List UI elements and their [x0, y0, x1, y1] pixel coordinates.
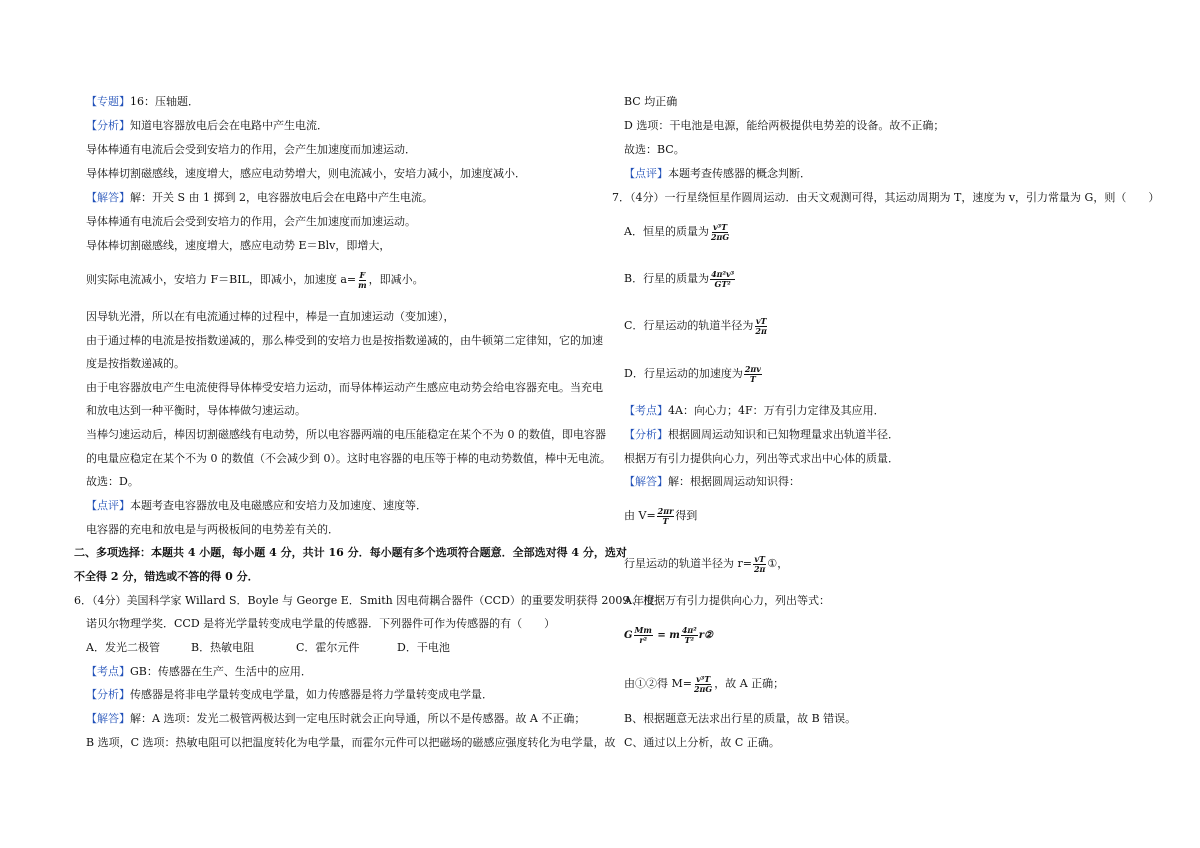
- math-symbol: = m: [653, 630, 680, 641]
- solution-line: [86, 191, 433, 205]
- solution-line: [86, 712, 585, 726]
- fraction-numerator: F: [359, 269, 366, 280]
- fraction-denominator: m: [358, 279, 367, 290]
- text-segment: 则实际电流减小，安培力 F＝BIL，即减小，加速度 a=: [86, 273, 357, 286]
- math-symbol: G: [624, 630, 633, 641]
- question-6-stem: 6．（4分）美国科学家 Willard S．Boyle 与 George E．Smith 因电荷耦合器件（CCD）的重要发明获得 2009 年度: [74, 594, 655, 607]
- option-c: C．霍尔元件: [296, 641, 360, 654]
- fraction-numerator: 4π²v³: [711, 268, 735, 279]
- fraction-denominator: 2πG: [710, 231, 730, 242]
- topic-line: [86, 95, 199, 109]
- analysis-line: [624, 428, 899, 442]
- analysis-line: [86, 119, 328, 133]
- text-line: BC 均正确: [624, 95, 678, 108]
- option-a: A．发光二极管: [86, 641, 160, 654]
- section-heading: 二、多项选择：本题共 4 小题，每小题 4 分，共计 16 分．每小题有多个选项符合题意．全部选对得 4 分，选对: [74, 546, 627, 559]
- option-d: [624, 364, 763, 384]
- fraction-denominator: T²: [684, 634, 695, 645]
- fraction-numerator: 4π²: [681, 624, 697, 635]
- option-b: [624, 269, 736, 289]
- equation-line: [624, 624, 713, 647]
- comment-tag: 【点评】: [624, 167, 668, 180]
- text-segment: 行星运动的轨道半径为 r=: [624, 557, 752, 570]
- fraction: [744, 365, 762, 384]
- analysis-tag: 【分析】: [86, 688, 130, 701]
- text-line: 根据万有引力提供向心力，列出等式求出中心体的质量．: [624, 452, 899, 465]
- solution-text: 解：A 选项：发光二极管两极达到一定电压时就会正向导通，所以不是传感器。故 A 不正确；: [130, 712, 586, 725]
- text-line: 导体棒切割磁感线，速度增大，感应电动势 E＝Blv，即增大，: [86, 239, 391, 252]
- fraction: [710, 270, 735, 289]
- text-line: A、根据万有引力提供向心力，列出等式：: [624, 594, 830, 607]
- text-line: 和放电达到一种平衡时，导体棒做匀速运动。: [86, 404, 306, 417]
- topic-text: 16：压轴题．: [130, 95, 199, 108]
- knowledge-point-tag: 【考点】: [86, 665, 130, 678]
- fraction-denominator: 2π: [755, 325, 767, 336]
- fraction-numerator: Mm: [634, 624, 652, 635]
- solution-line: [624, 475, 800, 489]
- fraction-numerator: 2πv: [744, 363, 761, 374]
- fraction: [710, 223, 730, 242]
- text-line: 因导轨光滑，所以在有电流通过棒的过程中，棒是一直加速运动（变加速），: [86, 310, 455, 323]
- fraction-numerator: 2πr: [657, 505, 674, 516]
- text-line: 由于电容器放电产生电流使得导体棒受安培力运动，而导体棒运动产生感应电动势会给电容器充电。当充电: [86, 381, 603, 394]
- text-line: D 选项：干电池是电源，能给两极提供电势差的设备。故不正确；: [624, 119, 945, 132]
- formula-line: [624, 554, 788, 574]
- fraction: [657, 507, 675, 526]
- fraction-denominator: GT²: [714, 278, 731, 289]
- text-line: 的电量应稳定在某个不为 0 的数值（不会减少到 0）。这时电容器的电压等于棒的电动势数值，棒中无电流。: [86, 452, 611, 465]
- comment-line: [86, 499, 427, 513]
- option-d: D．干电池: [397, 641, 450, 654]
- fraction: [693, 675, 713, 694]
- comment-tag: 【点评】: [86, 499, 130, 512]
- knowledge-point-text: GB：传感器在生产、生活中的应用．: [130, 665, 312, 678]
- analysis-tag: 【分析】: [86, 119, 130, 132]
- analysis-text: 传感器是将非电学量转变成电学量，如力传感器是将力学量转变成电学量．: [130, 688, 493, 701]
- analysis-line: [86, 688, 493, 702]
- fraction-denominator: 2πG: [693, 683, 713, 694]
- fraction-numerator: v³T: [696, 673, 711, 684]
- analysis-text: 根据圆周运动知识和已知物理量求出轨道半径．: [668, 428, 899, 441]
- fraction: [634, 626, 653, 645]
- option-text: D．行星运动的加速度为: [624, 367, 743, 380]
- math-symbol: r②: [698, 630, 713, 641]
- knowledge-point-tag: 【考点】: [624, 404, 668, 417]
- knowledge-point-line: [86, 665, 312, 679]
- answer-line: 故选：BC。: [624, 143, 685, 156]
- text-line: 电容器的充电和放电是与两极板间的电势差有关的．: [86, 523, 339, 536]
- knowledge-point-line: [624, 404, 885, 418]
- option-a: [624, 222, 731, 242]
- comment-line: [624, 167, 811, 181]
- answer-line: 故选：D。: [86, 475, 139, 488]
- knowledge-point-text: 4A：向心力；4F：万有引力定律及其应用．: [668, 404, 885, 417]
- question-7-stem: 7．（4分）一行星绕恒星作圆周运动．由天文观测可得，其运动周期为 T，速度为 v，引力常量为 G，则（ ）: [612, 191, 1160, 204]
- option-text: C．行星运动的轨道半径为: [624, 319, 754, 332]
- solution-tag: 【解答】: [86, 191, 130, 204]
- fraction-denominator: 2π: [753, 563, 766, 574]
- solution-text: 解：开关 S 由 1 掷到 2，电容器放电后会在电路中产生电流。: [130, 191, 434, 204]
- solution-tag: 【解答】: [624, 475, 668, 488]
- comment-text: 本题考查传感器的概念判断．: [668, 167, 811, 180]
- text-segment: 由①②得 M=: [624, 677, 692, 690]
- text-segment: ①，: [767, 557, 789, 570]
- text-line: 由于通过棒的电流是按指数递减的，那么棒受到的安培力也是按指数递减的，由牛顿第二定律知，它的加速: [86, 334, 603, 347]
- text-line: 导体棒通有电流后会受到安培力的作用，会产生加速度而加速运动。: [86, 215, 416, 228]
- topic-tag: 【专题】: [86, 95, 130, 108]
- text-line: B 选项，C 选项：热敏电阻可以把温度转化为电学量，而霍尔元件可以把磁场的磁感应强度转化为电学量，故: [86, 736, 616, 749]
- fraction: [681, 626, 698, 645]
- text-segment: 得到: [675, 509, 698, 522]
- solution-text: 解：根据圆周运动知识得：: [668, 475, 800, 488]
- question-6-stem-cont: 诺贝尔物理学奖．CCD 是将光学量转变成电学量的传感器．下列器件可作为传感器的有（ ）: [86, 617, 556, 630]
- text-segment: ，故 A 正确；: [714, 677, 785, 690]
- text-line: 导体棒通有电流后会受到安培力的作用，会产生加速度而加速运动．: [86, 143, 416, 156]
- fraction: [753, 555, 766, 574]
- fraction: [357, 271, 367, 290]
- analysis-tag: 【分析】: [624, 428, 668, 441]
- analysis-text: 知道电容器放电后会在电路中产生电流．: [130, 119, 328, 132]
- fraction-numerator: v³T: [713, 221, 728, 232]
- fraction: [754, 317, 767, 336]
- comment-text: 本题考查电容器放电及电磁感应和安培力及加速度、速度等．: [130, 499, 427, 512]
- option-b: B．热敏电阻: [191, 641, 255, 654]
- formula-line: [624, 506, 697, 526]
- option-text: A．恒星的质量为: [624, 225, 709, 238]
- text-segment: ，即减小。: [368, 273, 424, 286]
- fraction-denominator: T: [749, 373, 756, 384]
- fraction-numerator: vT: [755, 315, 767, 326]
- option-c: [624, 316, 769, 336]
- text-line: 当棒匀速运动后，棒因切割磁感线有电动势，所以电容器两端的电压能稳定在某个不为 0 的数值，即电容器: [86, 428, 606, 441]
- fraction-denominator: r²: [639, 634, 648, 645]
- formula-line: [86, 270, 424, 290]
- section-heading-cont: 不全得 2 分，错选或不答的得 0 分．: [74, 570, 259, 583]
- text-line: 导体棒切割磁感线，速度增大，感应电动势增大，则电流减小，安培力减小，加速度减小．: [86, 167, 526, 180]
- text-line: B、根据题意无法求出行星的质量，故 B 错误。: [624, 712, 857, 725]
- text-line: 度是按指数递减的。: [86, 357, 185, 370]
- formula-line: [624, 674, 784, 694]
- text-line: C、通过以上分析，故 C 正确。: [624, 736, 780, 749]
- fraction-denominator: T: [662, 515, 669, 526]
- fraction-numerator: vT: [754, 553, 765, 564]
- solution-tag: 【解答】: [86, 712, 130, 725]
- text-segment: 由 V=: [624, 509, 656, 522]
- option-text: B．行星的质量为: [624, 272, 710, 285]
